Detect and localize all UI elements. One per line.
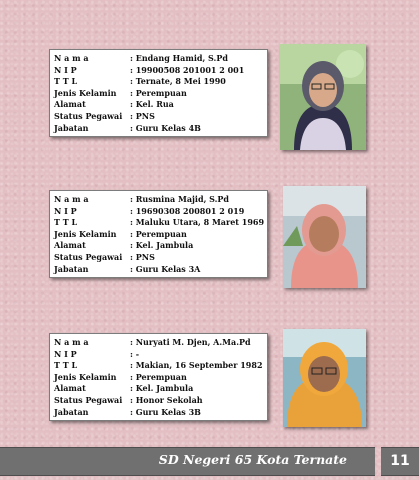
nip-value: : 19690308 200801 2 019 — [130, 205, 245, 216]
ttl-label: T T L — [54, 217, 78, 228]
jabatan-value: : Guru Kelas 3B — [130, 406, 201, 417]
nama-label: N a m a — [54, 53, 89, 63]
page-number-box — [381, 447, 419, 476]
teacher-photo-1 — [280, 44, 366, 150]
page-number: 11 — [390, 453, 410, 469]
jabatan-row — [54, 264, 267, 276]
teacher-photo-2 — [283, 186, 366, 288]
nama-row — [54, 53, 267, 65]
jenis-kelamin-row — [54, 372, 267, 384]
alamat-label: Alamat — [54, 99, 86, 110]
jabatan-row — [54, 407, 267, 419]
status-pegawai-row — [54, 111, 267, 123]
nama-value: : Nuryati M. Djen, A.Ma.Pd — [130, 337, 251, 347]
status-pegawai-row — [54, 395, 267, 407]
nama-value: : Rusmina Majid, S.Pd — [130, 194, 230, 204]
alamat-value: : Kel. Rua — [130, 99, 174, 110]
ttl-row — [54, 217, 267, 229]
jenis-kelamin-row — [54, 88, 267, 100]
jenis-kelamin-value: : Perempuan — [130, 228, 187, 239]
nama-label: N a m a — [54, 337, 89, 347]
status-pegawai-label: Status Pegawai — [54, 394, 123, 405]
nip-row — [54, 206, 267, 218]
jenis-kelamin-row — [54, 229, 267, 241]
alamat-value: : Kel. Jambula — [130, 383, 194, 394]
nama-value: : Endang Hamid, S.Pd — [130, 53, 228, 63]
ttl-label: T T L — [54, 76, 78, 87]
jabatan-row — [54, 123, 267, 135]
alamat-row — [54, 240, 267, 252]
status-pegawai-value: : PNS — [130, 110, 155, 121]
status-pegawai-value: : Honor Sekolah — [130, 394, 203, 405]
status-pegawai-row — [54, 252, 267, 264]
nip-row — [54, 65, 267, 77]
teacher-card-2 — [49, 190, 268, 278]
jenis-kelamin-label: Jenis Kelamin — [54, 87, 117, 98]
nama-row — [54, 337, 267, 349]
alamat-row — [54, 99, 267, 111]
teacher-card-1 — [49, 49, 268, 137]
teacher-card-3 — [49, 333, 268, 421]
ttl-label: T T L — [54, 360, 78, 371]
jenis-kelamin-value: : Perempuan — [130, 371, 187, 382]
nip-label: N I P — [54, 64, 77, 75]
status-pegawai-label: Status Pegawai — [54, 110, 123, 121]
jabatan-label: Jabatan — [54, 122, 89, 133]
jabatan-label: Jabatan — [54, 406, 89, 417]
status-pegawai-value: : PNS — [130, 251, 155, 262]
jabatan-value: : Guru Kelas 4B — [130, 122, 201, 133]
ttl-value: : Makian, 16 September 1982 — [130, 360, 263, 371]
nama-label: N a m a — [54, 194, 89, 204]
school-name: SD Negeri 65 Kota Ternate — [158, 452, 347, 467]
alamat-label: Alamat — [54, 383, 86, 394]
nip-value: : 19900508 201001 2 001 — [130, 64, 245, 75]
ttl-row — [54, 76, 267, 88]
nip-value: : - — [130, 348, 140, 359]
alamat-value: : Kel. Jambula — [130, 240, 194, 251]
jenis-kelamin-value: : Perempuan — [130, 87, 187, 98]
nip-label: N I P — [54, 205, 77, 216]
nama-row — [54, 194, 267, 206]
ttl-row — [54, 360, 267, 372]
jabatan-label: Jabatan — [54, 263, 89, 274]
footer-bar — [0, 447, 375, 476]
alamat-label: Alamat — [54, 240, 86, 251]
jabatan-value: : Guru Kelas 3A — [130, 263, 201, 274]
teacher-photo-3 — [283, 329, 366, 427]
jenis-kelamin-label: Jenis Kelamin — [54, 371, 117, 382]
status-pegawai-label: Status Pegawai — [54, 251, 123, 262]
jenis-kelamin-label: Jenis Kelamin — [54, 228, 117, 239]
nip-label: N I P — [54, 348, 77, 359]
ttl-value: : Maluku Utara, 8 Maret 1969 — [130, 217, 265, 228]
ttl-value: : Ternate, 8 Mei 1990 — [130, 76, 226, 87]
nip-row — [54, 349, 267, 361]
alamat-row — [54, 383, 267, 395]
